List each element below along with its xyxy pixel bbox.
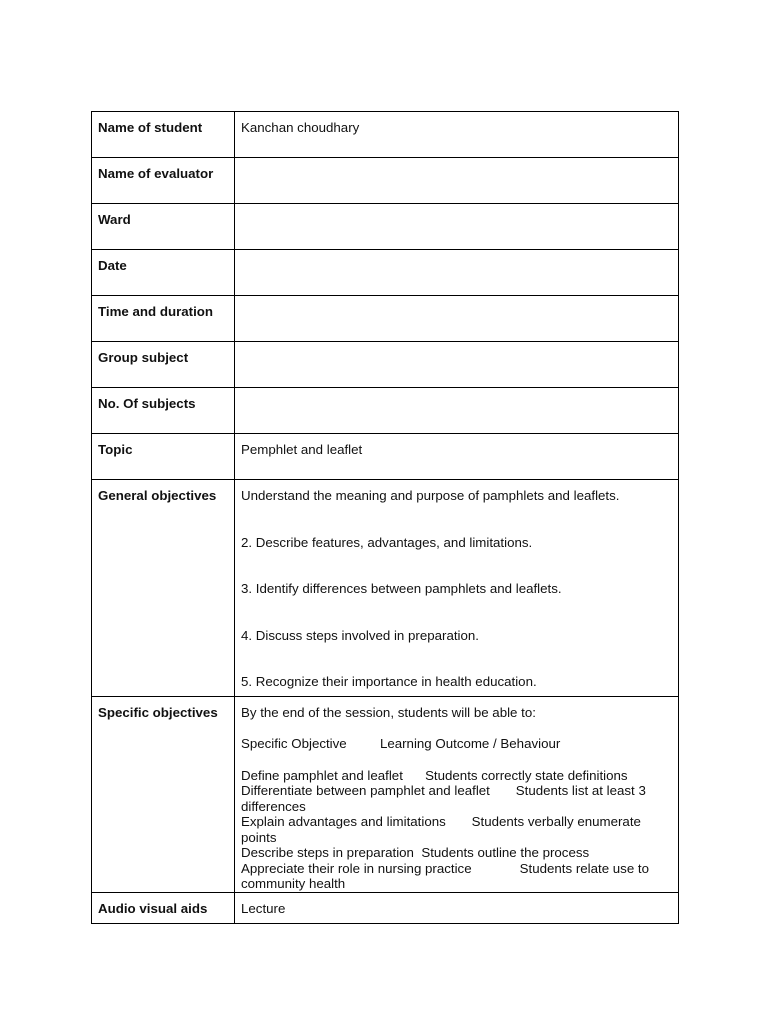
row-name-of-evaluator — [92, 158, 679, 204]
field-label: General objectives — [92, 480, 235, 697]
field-label: No. Of subjects — [92, 388, 235, 434]
objective-text: Differentiate between pamphlet and leaflet — [241, 783, 490, 798]
outcome-column-header: Learning Outcome / Behaviour — [379, 736, 561, 751]
field-label: Date — [92, 250, 235, 296]
objective-text: Describe steps in preparation — [241, 845, 414, 860]
objective-text: Appreciate their role in nursing practice — [241, 860, 472, 876]
general-objectives-list — [235, 480, 679, 697]
objective-column-header: Specific Objective — [241, 736, 347, 751]
outcome-text: Students relate use to community health — [241, 860, 653, 891]
field-value: Lecture — [235, 892, 679, 923]
specific-objectives-header — [241, 736, 672, 752]
row-topic — [92, 434, 679, 480]
outcome-text: Students outline the process — [421, 845, 590, 860]
specific-objective-item — [241, 783, 672, 814]
outcome-text: Students list at least 3 differences — [241, 783, 650, 814]
field-value: Pemphlet and leaflet — [235, 434, 679, 480]
specific-objective-item — [241, 814, 672, 845]
field-label: Ward — [92, 204, 235, 250]
general-objective-item: 4. Discuss steps involved in preparation. — [241, 627, 479, 643]
objective-text: Define pamphlet and leaflet — [241, 767, 403, 783]
field-value — [235, 296, 679, 342]
field-label: Topic — [92, 434, 235, 480]
row-name-of-student — [92, 112, 679, 158]
field-value — [235, 250, 679, 296]
lesson-plan-table — [91, 111, 679, 924]
field-value — [235, 158, 679, 204]
row-audio-visual-aids — [92, 892, 679, 923]
outcome-text: Students verbally enumerate points — [241, 814, 645, 845]
row-time-and-duration — [92, 296, 679, 342]
field-label: Time and duration — [92, 296, 235, 342]
field-value — [235, 388, 679, 434]
field-value: Kanchan choudhary — [235, 112, 679, 158]
field-label: Name of evaluator — [92, 158, 235, 204]
field-label: Specific objectives — [92, 696, 235, 892]
specific-objective-item — [241, 861, 672, 892]
row-date — [92, 250, 679, 296]
row-general-objectives — [92, 480, 679, 697]
general-objective-item: Understand the meaning and purpose of pamphlets and leaflets. — [241, 488, 620, 503]
specific-objectives-intro: By the end of the session, students will be able to: — [241, 704, 536, 720]
specific-objective-item — [241, 845, 672, 861]
field-label: Group subject — [92, 342, 235, 388]
general-objective-item: 3. Identify differences between pamphlets and leaflets. — [241, 581, 562, 596]
row-specific-objectives — [92, 696, 679, 892]
field-label: Audio visual aids — [92, 892, 235, 923]
general-objective-item: 2. Describe features, advantages, and limitations. — [241, 534, 533, 550]
row-no-of-subjects — [92, 388, 679, 434]
field-value — [235, 204, 679, 250]
objective-text: Explain advantages and limitations — [241, 814, 446, 829]
field-label: Name of student — [92, 112, 235, 158]
outcome-text: Students correctly state definitions — [425, 767, 628, 783]
field-value — [235, 342, 679, 388]
specific-objective-item — [241, 768, 672, 784]
specific-objectives-list — [235, 696, 679, 892]
row-group-subject — [92, 342, 679, 388]
row-ward — [92, 204, 679, 250]
general-objective-item: 5. Recognize their importance in health education. — [241, 674, 537, 689]
